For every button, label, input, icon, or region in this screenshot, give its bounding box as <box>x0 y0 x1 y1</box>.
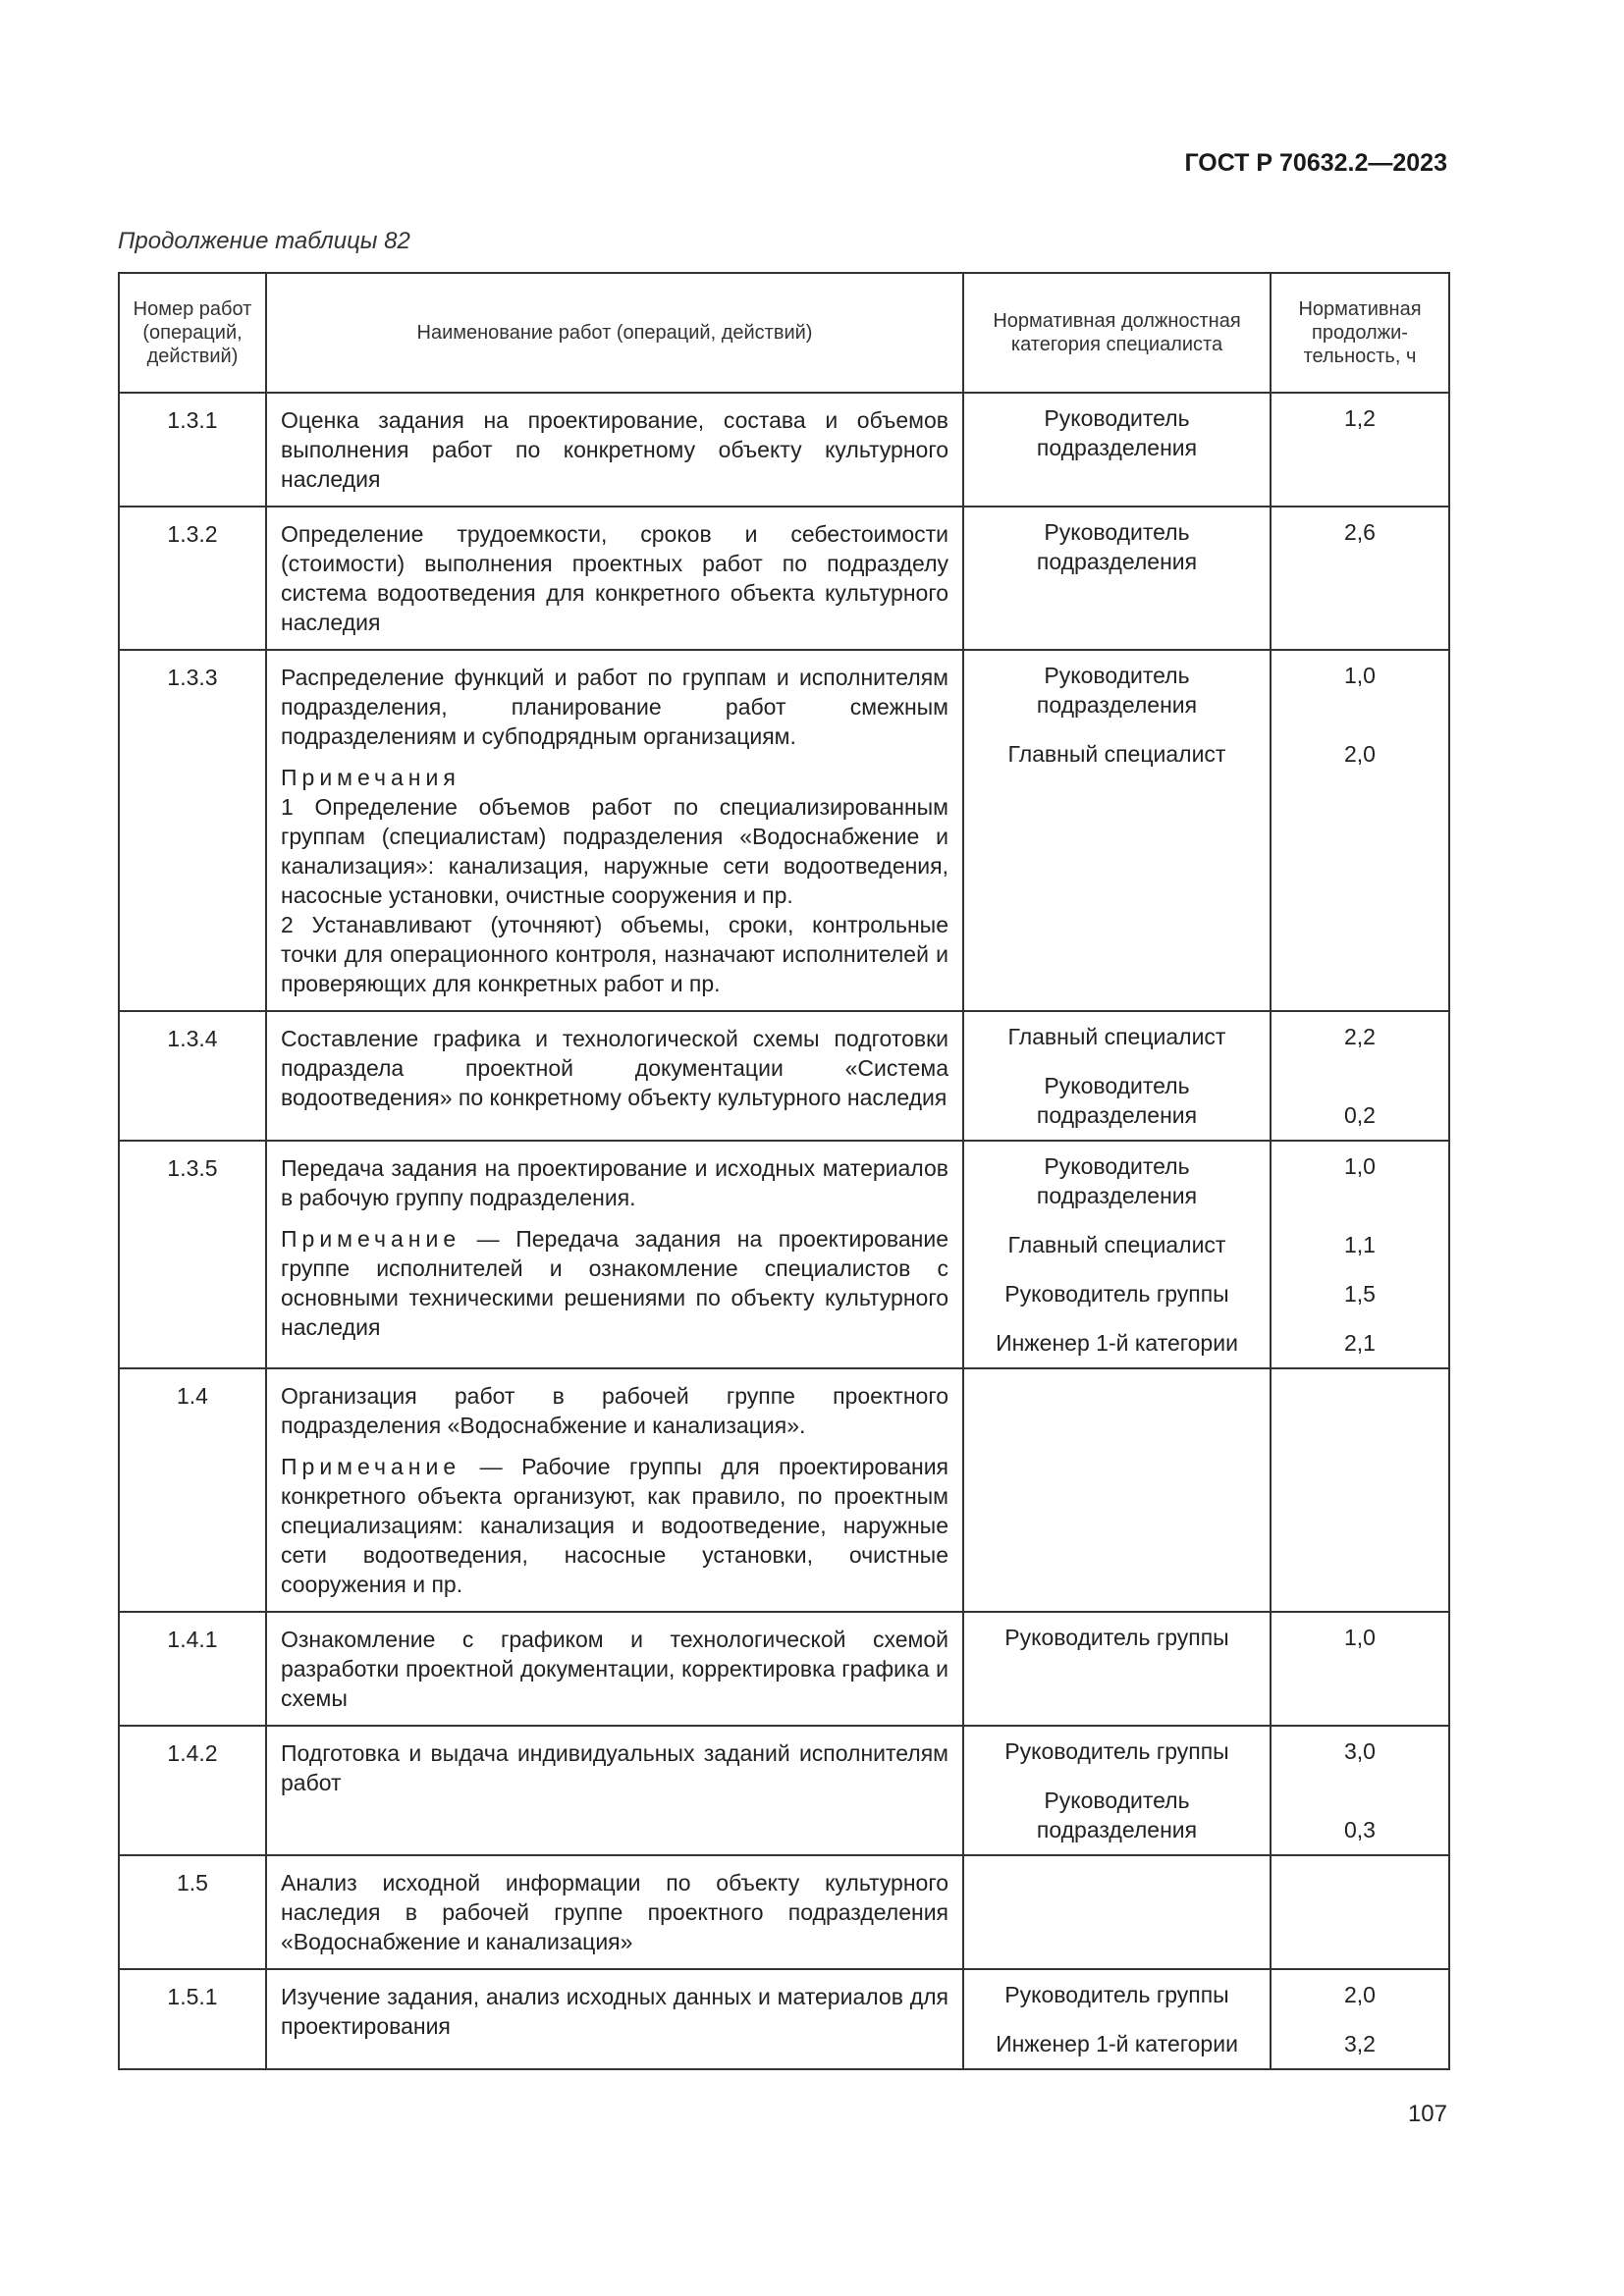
duration-value: 0,3 <box>1344 1817 1376 1842</box>
duration-value: 3,0 <box>1344 1738 1376 1764</box>
specialist-category-cell <box>963 1141 1271 1368</box>
duration-value: 1,0 <box>1344 1625 1376 1650</box>
duration-cell <box>1271 1141 1449 1368</box>
column-header-duration: Нормативная продолжительность, ч <box>1271 273 1449 393</box>
duration-cell <box>1271 1011 1449 1141</box>
specialist-category: Главный специалист <box>1007 1232 1226 1257</box>
work-number-cell: 1.3.1 <box>119 393 266 507</box>
work-name-cell <box>266 1141 963 1368</box>
duration-value: 1,0 <box>1344 1153 1376 1179</box>
work-name-text: Анализ исходной информации по объекту культурного наследия в рабочей группе проектного подразделения «Водоснабжение и канализация» <box>281 1870 948 1954</box>
duration-value: 2,0 <box>1344 1982 1376 2007</box>
work-name-text: Организация работ в рабочей группе проектного подразделения «Водоснабжение и канализация». <box>281 1383 948 1438</box>
duration-value: 2,2 <box>1344 1024 1376 1049</box>
specialist-category: Главный специалист <box>1007 741 1226 767</box>
table-row <box>119 1969 1449 2069</box>
duration-cell <box>1271 1726 1449 1855</box>
note-line: 2 Устанавливают (уточняют) объемы, сроки, контрольные точки для операционного контроля, назначают исполнителей и проверяющих для конкретных работ и пр. <box>281 912 948 996</box>
work-number-cell: 1.4.1 <box>119 1612 266 1726</box>
specialist-category: Руководитель подразделения <box>1036 1788 1198 1842</box>
duration-value: 2,6 <box>1344 519 1376 545</box>
work-name-text: Оценка задания на проектирование, состава и объемов выполнения работ по конкретному объекту культурного наследия <box>281 407 948 492</box>
specialist-category-cell <box>963 1855 1271 1969</box>
specialist-category: Руководитель подразделения <box>1036 405 1198 460</box>
work-number-cell: 1.3.4 <box>119 1011 266 1141</box>
table-row <box>119 393 1449 507</box>
table-row <box>119 507 1449 650</box>
work-name-cell <box>266 1011 963 1141</box>
specialist-category: Главный специалист <box>1007 1024 1226 1049</box>
note-line: 1 Определение объемов работ по специализированным группам (специалистам) подразделения «Водоснабжение и канализация»: канализация, наружные сети водоотведения, насосные установки, очистные сооружения и пр. <box>281 794 948 908</box>
work-name-cell <box>266 507 963 650</box>
table-row <box>119 1612 1449 1726</box>
specialist-category-cell <box>963 1612 1271 1726</box>
note-label: Примечание <box>281 1226 461 1252</box>
duration-cell <box>1271 650 1449 1011</box>
table-row <box>119 1855 1449 1969</box>
duration-value: 1,5 <box>1344 1281 1376 1307</box>
table-row <box>119 1011 1449 1141</box>
specialist-category-cell <box>963 1368 1271 1612</box>
work-name-text: Ознакомление с графиком и технологической схемой разработки проектной документации, корректировка графика и схемы <box>281 1627 948 1711</box>
specialist-category-cell <box>963 507 1271 650</box>
duration-cell <box>1271 1969 1449 2069</box>
specialist-category-cell <box>963 1726 1271 1855</box>
table-row <box>119 650 1449 1011</box>
column-header-name: Наименование работ (операций, действий) <box>266 273 963 393</box>
work-name-cell <box>266 1969 963 2069</box>
duration-cell <box>1271 393 1449 507</box>
duration-value: 3,2 <box>1344 2031 1376 2056</box>
work-name-cell <box>266 1726 963 1855</box>
specialist-category: Инженер 1-й категории <box>996 1330 1238 1356</box>
work-name-cell <box>266 650 963 1011</box>
table-row <box>119 1141 1449 1368</box>
work-note <box>281 763 948 792</box>
table-caption: Продолжение таблицы 82 <box>118 228 410 254</box>
work-note <box>281 1452 948 1599</box>
work-name-text: Передача задания на проектирование и исходных материалов в рабочую группу подразделения. <box>281 1155 948 1210</box>
work-name-text: Определение трудоемкости, сроков и себестоимости (стоимости) выполнения проектных работ по подразделу система водоотведения для конкретного объекта культурного наследия <box>281 521 948 635</box>
note-label: Примечания <box>281 765 460 790</box>
work-name-text: Распределение функций и работ по группам и исполнителям подразделения, планирование работ смежным подразделениям и субподрядным организациям. <box>281 665 948 749</box>
document-code: ГОСТ Р 70632.2—2023 <box>1184 149 1447 177</box>
duration-value: 0,2 <box>1344 1102 1376 1128</box>
page-number: 107 <box>1407 2101 1447 2127</box>
work-name-text: Изучение задания, анализ исходных данных и материалов для проектирования <box>281 1984 948 2039</box>
column-header-category: Нормативная должностная категория специалиста <box>963 273 1271 393</box>
specialist-category: Руководитель группы <box>1004 1982 1229 2007</box>
duration-value: 1,2 <box>1344 405 1376 431</box>
work-number-cell: 1.5.1 <box>119 1969 266 2069</box>
work-note <box>281 1224 948 1342</box>
specialist-category-cell <box>963 393 1271 507</box>
duration-value: 1,0 <box>1344 663 1376 688</box>
specialist-category: Руководитель подразделения <box>1036 663 1198 718</box>
duration-value: 1,1 <box>1344 1232 1376 1257</box>
work-number-cell: 1.3.5 <box>119 1141 266 1368</box>
duration-cell <box>1271 507 1449 650</box>
specialist-category: Руководитель группы <box>1004 1625 1229 1650</box>
specialist-category-cell <box>963 1011 1271 1141</box>
duration-cell <box>1271 1855 1449 1969</box>
work-number-cell: 1.3.2 <box>119 507 266 650</box>
note-text: — Передача задания на проектирование группе исполнителей и ознакомление специалистов с основными техническими решениями по объекту культурного наследия <box>281 1226 948 1340</box>
specialist-category: Инженер 1-й категории <box>996 2031 1238 2056</box>
table-body <box>119 393 1449 2069</box>
work-name-cell <box>266 1368 963 1612</box>
work-number-cell: 1.3.3 <box>119 650 266 1011</box>
work-name-cell <box>266 1612 963 1726</box>
note-text: — Рабочие группы для проектирования конкретного объекта организуют, как правило, по проектным специализациям: канализация и водоотведение, наружные сети водоотведения, насосные установки, очистные сооружения и пр. <box>281 1454 948 1597</box>
duration-cell <box>1271 1368 1449 1612</box>
specialist-category: Руководитель подразделения <box>1036 1073 1198 1128</box>
duration-value: 2,0 <box>1344 741 1376 767</box>
work-name-text: Подготовка и выдача индивидуальных заданий исполнителям работ <box>281 1740 948 1795</box>
work-number-cell: 1.4.2 <box>119 1726 266 1855</box>
work-number-cell: 1.4 <box>119 1368 266 1612</box>
note-label: Примечание <box>281 1454 461 1479</box>
work-name-text: Составление графика и технологической схемы подготовки подраздела проектной документации «Система водоотведения» по конкретному объекту культурного наследия <box>281 1026 948 1110</box>
specialist-category: Руководитель подразделения <box>1036 519 1198 574</box>
table-header-row <box>119 273 1449 393</box>
specialist-category: Руководитель группы <box>1004 1281 1229 1307</box>
specialist-category: Руководитель группы <box>1004 1738 1229 1764</box>
specialist-category: Руководитель подразделения <box>1036 1153 1198 1208</box>
duration-value: 2,1 <box>1344 1330 1376 1356</box>
duration-cell <box>1271 1612 1449 1726</box>
work-norms-table <box>118 272 1450 2070</box>
column-header-number: Номер работ (операций, действий) <box>119 273 266 393</box>
table-row <box>119 1368 1449 1612</box>
specialist-category-cell <box>963 650 1271 1011</box>
work-name-cell <box>266 1855 963 1969</box>
work-name-cell <box>266 393 963 507</box>
table-row <box>119 1726 1449 1855</box>
work-number-cell: 1.5 <box>119 1855 266 1969</box>
specialist-category-cell <box>963 1969 1271 2069</box>
